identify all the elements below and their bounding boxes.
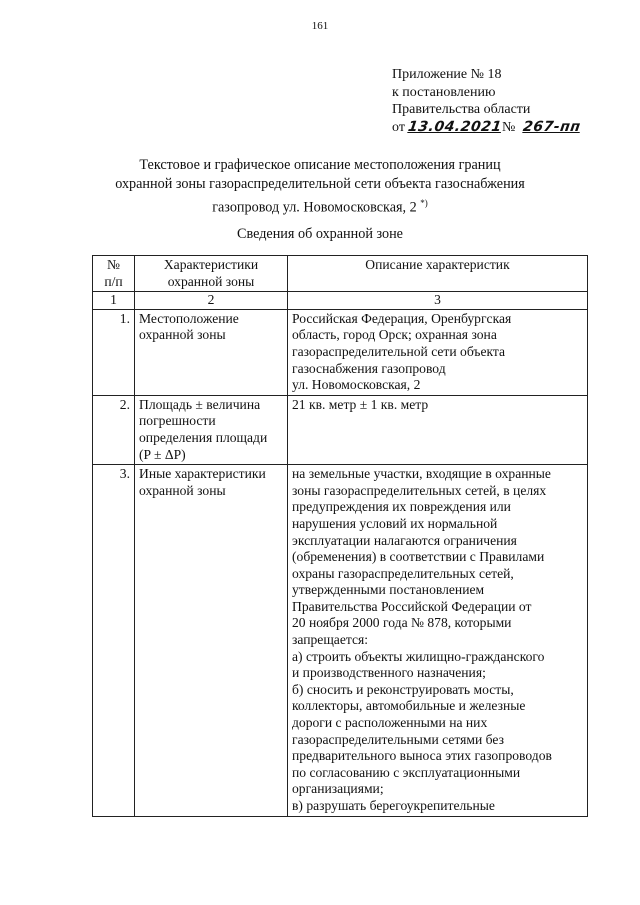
footnote-mark: *): [420, 198, 428, 208]
row-description: [288, 395, 588, 464]
row-characteristic: [135, 395, 288, 464]
description-line: охраны газораспределительных сетей,: [292, 565, 514, 581]
number-sign: №: [502, 119, 516, 135]
title-line-3: газопровод ул. Новомосковская, 2: [212, 199, 417, 216]
page-number: 161: [311, 20, 329, 32]
appendix-date-prefix: от: [392, 119, 405, 135]
description-line: предварительного выноса этих газопроводов: [292, 748, 552, 764]
characteristic-line: (P ± ΔP): [139, 446, 186, 462]
index-row: [93, 292, 588, 310]
header-char-line-2: охранной зоны: [167, 273, 255, 289]
description-line: на земельные участки, входящие в охранные: [292, 466, 551, 482]
row-description: [288, 309, 588, 395]
handwritten-date: 13.04.2021: [407, 118, 504, 135]
description-line: 21 кв. метр ± 1 кв. метр: [292, 396, 429, 412]
table-row: [93, 309, 588, 395]
appendix-block: [392, 66, 632, 136]
characteristic-line: охранной зоны: [139, 327, 226, 343]
description-line: нарушения условий их нормальной: [292, 515, 498, 531]
description-line: утвержденными постановлением: [292, 582, 485, 598]
description-line: и производственного назначения;: [292, 665, 486, 681]
row-number: 1.: [93, 309, 135, 395]
description-line: область, город Орск; охранная зона: [292, 327, 497, 343]
description-line: газораспределительной сети объекта: [292, 343, 506, 359]
index-cell: 2: [135, 292, 288, 310]
handwritten-number: 267-пп: [521, 118, 582, 135]
description-line: запрещается:: [292, 632, 369, 648]
header-num-line-2: п/п: [104, 273, 123, 289]
title-line-1: Текстовое и графическое описание местоположения границ: [139, 157, 501, 173]
appendix-line-2: к постановлению: [392, 84, 496, 100]
appendix-line-1: Приложение № 18: [392, 67, 502, 82]
description-line: ул. Новомосковская, 2: [292, 377, 421, 393]
appendix-line-3: Правительства области: [392, 102, 531, 117]
characteristic-line: Иные характеристики: [139, 466, 266, 482]
title-line-2: охранной зоны газораспределительной сети объекта газоснабжения: [115, 176, 525, 192]
description-line: б) сносить и реконструировать мосты,: [292, 681, 514, 697]
zone-info-table: [92, 255, 588, 817]
description-line: в) разрушать берегоукрепительные: [292, 798, 495, 813]
header-char-line-1: Характеристики: [163, 257, 259, 272]
row-description: [288, 465, 588, 816]
row-number: 2.: [93, 395, 135, 464]
description-line: предупреждения их повреждения или: [292, 499, 511, 515]
header-description: Описание характеристик: [288, 256, 588, 292]
description-line: газораспределительными сетями без: [292, 731, 504, 747]
title-line-3-wrap: [60, 194, 580, 218]
characteristic-line: охранной зоны: [139, 482, 226, 498]
description-line: Правительства Российской Федерации от: [292, 598, 532, 614]
index-cell: 3: [288, 292, 588, 310]
description-line: дороги с расположенными на них: [292, 715, 488, 731]
header-characteristics: [135, 256, 288, 292]
row-number: 3.: [93, 465, 135, 816]
description-line: а) строить объекты жилищно-гражданского: [292, 648, 545, 664]
description-line: коллекторы, автомобильные и железные: [292, 698, 526, 714]
description-line: по согласованию с эксплуатационными: [292, 764, 521, 780]
table-header-row: [93, 256, 588, 292]
description-line: газоснабжения газопровод: [292, 360, 446, 376]
characteristic-line: погрешности: [139, 413, 216, 429]
section-subtitle: Сведения об охранной зоне: [237, 226, 403, 242]
description-line: 20 ноября 2000 года № 878, которыми: [292, 615, 512, 631]
table-row: [93, 395, 588, 464]
description-line: Российская Федерация, Оренбургская: [292, 310, 512, 326]
description-line: организациями;: [292, 781, 384, 797]
header-num: [93, 256, 135, 292]
row-characteristic: [135, 309, 288, 395]
document-title: [60, 156, 580, 218]
index-cell: 1: [93, 292, 135, 310]
characteristic-line: определения площади: [139, 429, 268, 445]
row-characteristic: [135, 465, 288, 816]
appendix-line-4: [392, 119, 632, 137]
header-num-line-1: №: [107, 257, 120, 272]
description-line: (обременения) в соответствии с Правилами: [292, 549, 545, 565]
description-line: зоны газораспределительных сетей, в целях: [292, 482, 547, 498]
characteristic-line: Местоположение: [139, 310, 239, 326]
table-row: [93, 465, 588, 816]
description-line: эксплуатации налагаются ограничения: [292, 532, 517, 548]
characteristic-line: Площадь ± величина: [139, 396, 261, 412]
